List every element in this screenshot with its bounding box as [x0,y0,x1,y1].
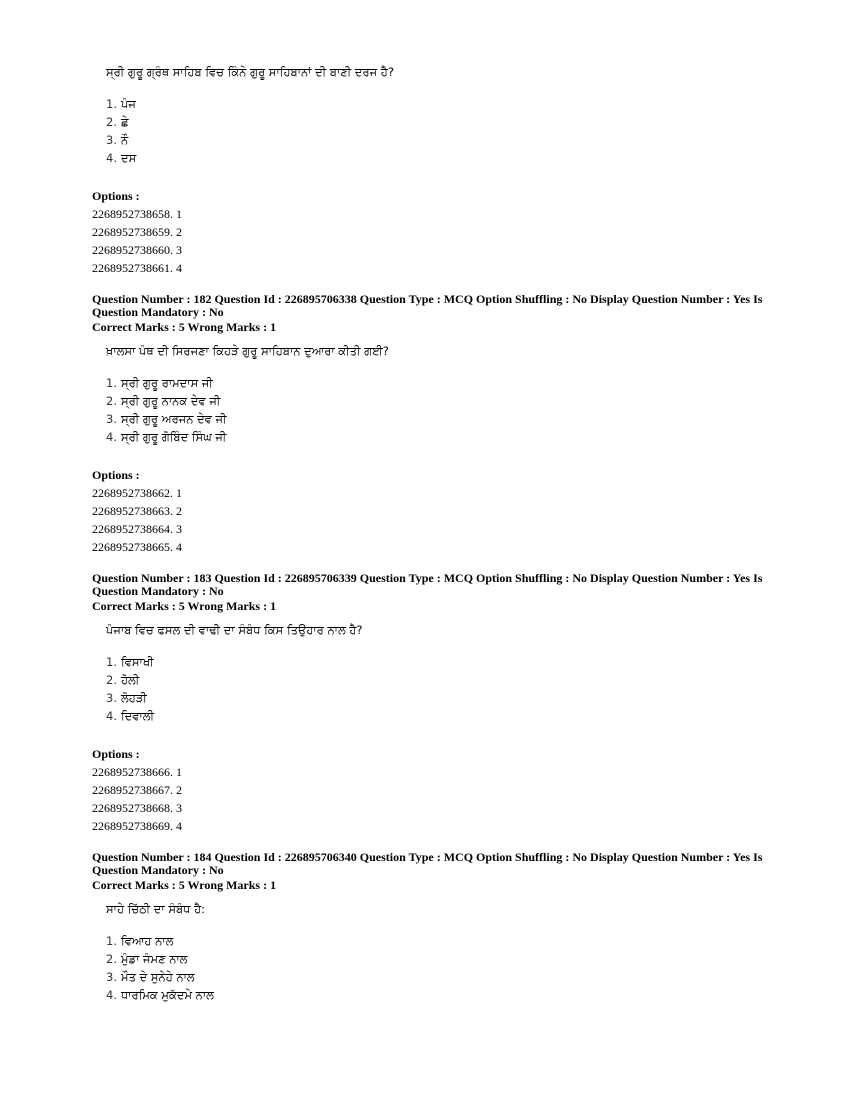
option-id: 2268952738665. 4 [92,540,182,554]
choice-item: 4. ਦਿਵਾਲੀ [106,709,155,723]
question-text: ਸਾਹੇ ਚਿੱਠੀ ਦਾ ਸੰਬੰਧ ਹੈ: [106,902,206,916]
option-id: 2268952738659. 2 [92,225,182,239]
question-marks: Correct Marks : 5 Wrong Marks : 1 [92,599,277,613]
question-block [92,293,772,556]
question-marks: Correct Marks : 5 Wrong Marks : 1 [92,320,277,334]
choice-list [106,95,772,167]
option-id: 2268952738660. 3 [92,243,182,257]
document-page [92,62,772,1004]
choice-item: 2. ਹੋਲੀ [106,673,140,687]
choice-item: 3. ਨੌ [106,133,129,147]
question-block [92,62,772,277]
choice-item: 4. ਧਾਰਮਿਕ ਮੁਕੱਦਮੇ ਨਾਲ [106,988,214,1002]
option-id: 2268952738667. 2 [92,783,182,797]
choice-list [106,932,772,1004]
choice-item: 4. ਸ੍ਰੀ ਗੁਰੂ ਗੋਬਿੰਦ ਸਿੰਘ ਜੀ [106,430,227,444]
question-text: ਸ੍ਰੀ ਗੁਰੂ ਗ੍ਰੰਥ ਸਾਹਿਬ ਵਿਚ ਕਿੰਨੇ ਗੁਰੂ ਸਾਹਿਬਾਨਾਂ ਦੀ ਬਾਣੀ ਦਰਜ ਹੈ? [106,65,394,79]
choice-item: 3. ਲੋਹੜੀ [106,691,147,705]
choice-item: 1. ਪੰਜ [106,97,136,111]
question-header: Question Number : 182 Question Id : 226895706338 Question Type : MCQ Option Shuffling : No Display Question Number : Yes Is Question Mandatory : No [92,292,763,319]
option-id: 2268952738666. 1 [92,765,182,779]
choice-item: 3. ਸ੍ਰੀ ਗੁਰੂ ਅਰਜਨ ਦੇਵ ਜੀ [106,412,227,426]
choice-list [106,374,772,446]
question-block [92,851,772,1004]
option-id: 2268952738658. 1 [92,207,182,221]
choice-list [106,653,772,725]
options-label: Options : [92,468,140,482]
choice-item: 1. ਵਿਆਹ ਨਾਲ [106,934,174,948]
question-header: Question Number : 183 Question Id : 226895706339 Question Type : MCQ Option Shuffling : No Display Question Number : Yes Is Question Mandatory : No [92,571,763,598]
option-id: 2268952738668. 3 [92,801,182,815]
choice-item: 4. ਦਸ [106,151,137,165]
question-marks: Correct Marks : 5 Wrong Marks : 1 [92,878,277,892]
question-block [92,572,772,835]
choice-item: 2. ਮੁੰਡਾ ਜੰਮਣ ਨਾਲ [106,952,188,966]
choice-item: 2. ਸ੍ਰੀ ਗੁਰੂ ਨਾਨਕ ਦੇਵ ਜੀ [106,394,221,408]
choice-item: 1. ਸ੍ਰੀ ਗੁਰੂ ਰਾਮਦਾਸ ਜੀ [106,376,213,390]
choice-item: 1. ਵਿਸਾਖੀ [106,655,154,669]
options-label: Options : [92,747,140,761]
choice-item: 2. ਛੇ [106,115,129,129]
option-id: 2268952738663. 2 [92,504,182,518]
option-id: 2268952738661. 4 [92,261,182,275]
question-text: ਪੰਜਾਬ ਵਿਚ ਫਸਲ ਦੀ ਵਾਢੀ ਦਾ ਸੰਬੰਧ ਕਿਸ ਤਿਉਹਾਰ ਨਾਲ ਹੈ? [106,623,363,637]
question-text: ਖ਼ਾਲਸਾ ਪੰਥ ਦੀ ਸਿਰਜਣਾ ਕਿਹੜੇ ਗੁਰੂ ਸਾਹਿਬਾਨ ਦੁਆਰਾ ਕੀਤੀ ਗਈ? [106,344,389,358]
question-header: Question Number : 184 Question Id : 226895706340 Question Type : MCQ Option Shuffling : No Display Question Number : Yes Is Question Mandatory : No [92,850,763,877]
option-id: 2268952738662. 1 [92,486,182,500]
choice-item: 3. ਮੌਤ ਦੇ ਸੁਨੇਹੇ ਨਾਲ [106,970,195,984]
option-id: 2268952738664. 3 [92,522,182,536]
option-id: 2268952738669. 4 [92,819,182,833]
options-label: Options : [92,189,140,203]
